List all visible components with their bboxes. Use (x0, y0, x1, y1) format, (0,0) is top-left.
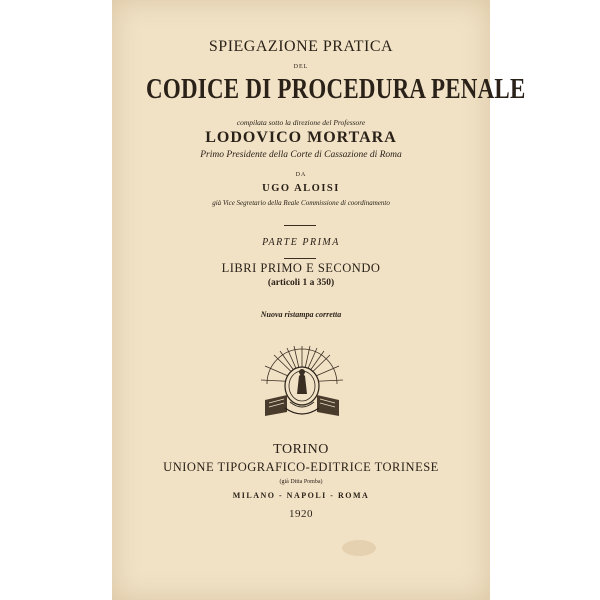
author-connector: DA (295, 172, 307, 178)
author-role: già Vice Segretario della Reale Commissione di coordinamento (212, 199, 390, 207)
divider-top (284, 225, 316, 226)
title-small: SPIEGAZIONE PRATICA (208, 38, 394, 55)
title-page (112, 0, 526, 600)
title-main: CODICE DI PROCEDURA PENALE (146, 74, 526, 105)
articles-range: (articoli 1 a 350) (267, 278, 335, 288)
part-label: PARTE PRIMA (262, 237, 340, 248)
publisher-name: UNIONE TIPOGRAFICO-EDITRICE TORINESE (163, 460, 439, 474)
director-role: Primo Presidente della Corte di Cassazione di Roma (200, 150, 402, 160)
compiled-under-line: compilata sotto la direzione del Professore (236, 118, 366, 127)
director-name: LODOVICO MORTARA (205, 129, 397, 146)
edition-note: Nuova ristampa corretta (260, 310, 342, 319)
divider-bottom (284, 258, 316, 259)
paper-stain (342, 540, 376, 556)
books-label: LIBRI PRIMO E SECONDO (221, 261, 381, 275)
publication-year: 1920 (289, 508, 313, 520)
publication-city: TORINO (273, 442, 329, 457)
publisher-branches: MILANO - NAPOLI - ROMA (232, 491, 370, 500)
author-name: UGO ALOISI (262, 183, 340, 194)
title-connector: DEL (293, 64, 309, 70)
publisher-former-name: (già Ditta Pomba) (279, 479, 323, 485)
publisher-emblem-icon (257, 342, 347, 420)
